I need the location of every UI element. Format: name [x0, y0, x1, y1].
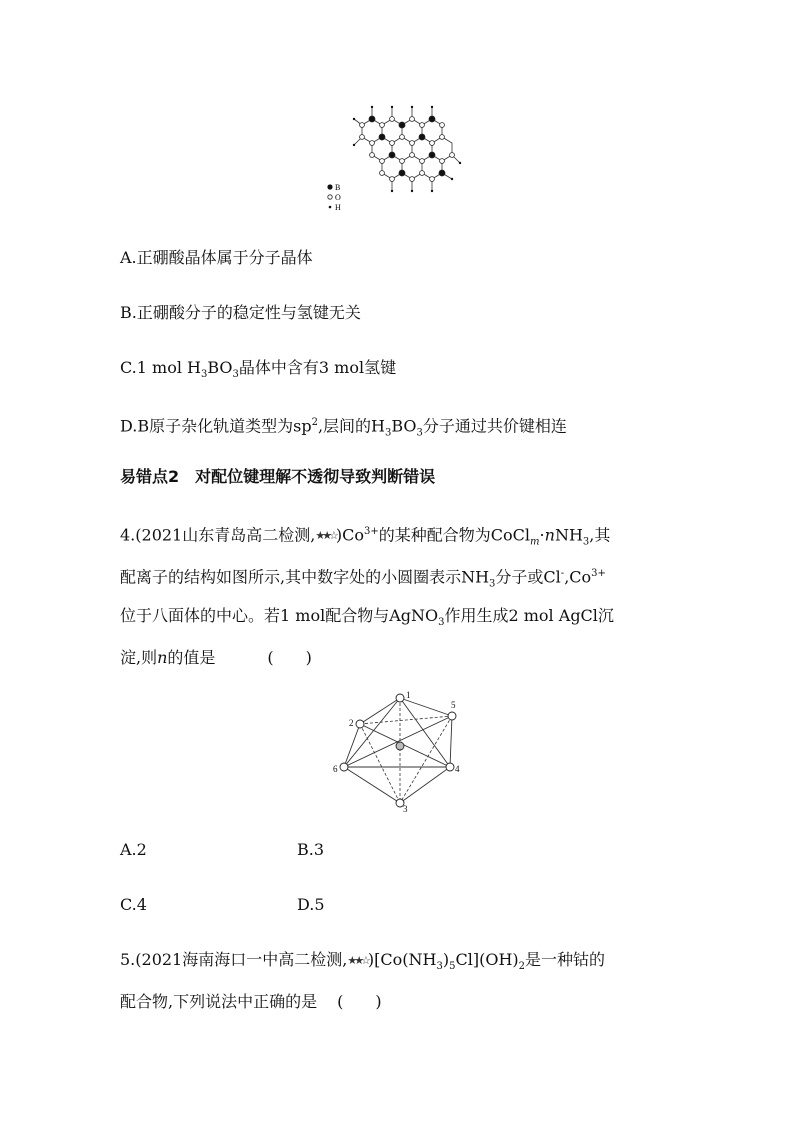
q5-line-2: 配合物,下列说法中正确的是 ( ): [120, 992, 382, 1011]
q3-option-c: C.1 mol $H_3BO_3$晶体中含有3 mol氢键: [120, 358, 397, 381]
section-heading: 易错点2 对配位键理解不透彻导致判断错误: [120, 467, 436, 486]
q4-line-1: 4.(2021山东青岛高二检测$,★★☆)Co^{3+}$的某种配合物为CoCl$_m$·nNH$_3$,其: [120, 525, 611, 548]
difficulty-stars-icon: ★★☆: [347, 953, 368, 967]
q4-option-d: D.5: [297, 895, 325, 914]
q4-line-2: 配离子的结构如图所示,其中数字处的小圆圈表示$NH_3$分子或$Cl^-,Co^{3+}$: [120, 567, 606, 590]
q3-option-d: D.B原子杂化轨道类型为$sp^2$,层间的$H_3BO_3$分子通过共价键相连: [120, 416, 567, 439]
q4-option-b: B.3: [297, 840, 325, 859]
legend-o: O: [335, 193, 341, 202]
vertex-label-4: 4: [455, 764, 460, 774]
legend-b: B: [335, 183, 341, 192]
answer-paren: ( ): [267, 648, 312, 667]
vertex-label-2: 2: [349, 718, 354, 728]
legend-h: H: [335, 203, 341, 212]
difficulty-stars-icon: ★★☆: [315, 528, 336, 542]
answer-paren: ( ): [337, 992, 382, 1011]
q4-option-c: C.4: [120, 895, 147, 914]
octahedron-figure: [330, 688, 470, 813]
q3-option-b: B.正硼酸分子的稳定性与氢键无关: [120, 303, 361, 322]
q4-line-4: 淀,则n的值是 ( ): [120, 648, 312, 667]
vertex-label-1: 1: [406, 690, 411, 700]
q5-line-1: 5.(2021海南海口一中高二检测$,★★☆)[Co(NH_3)_5Cl](OH)_2$是一种钴的: [120, 950, 606, 973]
vertex-label-6: 6: [333, 764, 338, 774]
vertex-label-3: 3: [403, 804, 408, 813]
structure-legend: [327, 183, 341, 212]
q3-option-a: A.正硼酸晶体属于分子晶体: [120, 248, 313, 267]
q4-option-a: A.2: [120, 840, 147, 859]
boric-acid-structure-figure: [322, 95, 472, 220]
vertex-label-5: 5: [451, 700, 456, 710]
q4-line-3: 位于八面体的中心。若1 mol配合物与AgNO$_3$作用生成2 mol AgCl沉: [120, 606, 614, 629]
